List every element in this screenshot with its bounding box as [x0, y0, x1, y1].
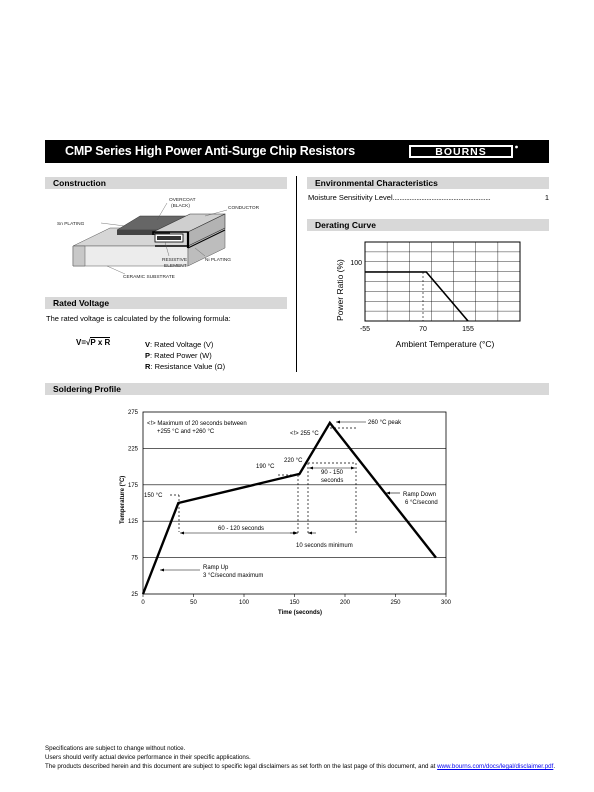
ann-150: 150 °C [144, 493, 163, 499]
ann-255: <!> 255 °C [290, 431, 319, 437]
derating-series-line [365, 272, 468, 321]
ann-max20-b: +255 °C and +260 °C [157, 429, 215, 435]
soldering-ytick: 75 [131, 555, 138, 562]
ann-ramp-down-b: 6 °C/second [405, 500, 438, 506]
legend-p [145, 350, 225, 361]
legend-r-sym: R [145, 362, 151, 371]
formula [76, 338, 110, 347]
label-sn-plating: Sn PLATING [57, 222, 85, 227]
soldering-xtick: 200 [339, 600, 351, 606]
derating-xtick-70: 70 [419, 326, 427, 333]
soldering-frame [143, 412, 446, 594]
footer [45, 744, 555, 771]
legend-v-text: : Rated Voltage (V) [150, 340, 214, 349]
legend-p-text: : Rated Power (W) [150, 351, 212, 360]
rated-voltage-intro: The rated voltage is calculated by the following formula: [46, 314, 231, 323]
soldering-xtick: 250 [390, 600, 401, 606]
disclaimer-link[interactable]: www.bourns.com/docs/legal/disclaimer.pdf [437, 763, 554, 770]
soldering-ytick: 125 [127, 519, 138, 526]
derating-xlabel: Ambient Temperature (°C) [395, 339, 495, 349]
soldering-xtick: 300 [440, 600, 452, 606]
derating-xtick-155: 155 [462, 326, 474, 333]
legend-r-text: : Resistance Value (Ω) [150, 362, 226, 371]
soldering-grid [143, 448, 446, 557]
soldering-ytick: 25 [131, 592, 138, 598]
soldering-ytick: 225 [127, 446, 138, 453]
moisture-value: 1 [544, 193, 549, 202]
footer-line-3-text: The products described herein and this document are subject to specific legal disclaimers as set forth on the last page of this document, and at [45, 763, 438, 770]
ann-ramp-up-a: Ramp Up [203, 565, 229, 571]
bourns-logo [409, 144, 519, 159]
soldering-xtick: 50 [190, 600, 197, 606]
ann-ramp-down-a: Ramp Down [403, 492, 437, 498]
formula-legend [145, 339, 225, 372]
footer-line-1: Specifications are subject to change without notice. [45, 745, 186, 752]
formula-v: V= [76, 338, 87, 347]
legend-r [145, 361, 225, 372]
logo-text: BOURNS [435, 146, 487, 159]
derating-xtick--55: -55 [359, 326, 371, 333]
ann-10s: 10 seconds minimum [296, 543, 353, 549]
moisture-leader: .......................................................... [392, 193, 491, 202]
soldering-ylabel: Temperature (°C) [120, 475, 126, 524]
construction-heading: Construction [45, 177, 287, 189]
legend-v-sym: V [145, 340, 151, 349]
label-resistive: RESISTIVE [162, 258, 188, 263]
soldering-chart [110, 404, 470, 620]
soldering-xtick: 0 [141, 600, 145, 606]
soldering-xlabel: Time (seconds) [278, 610, 322, 616]
moisture-label: Moisture Sensitivity Level [308, 193, 393, 202]
ann-60-120: 60 - 120 seconds [218, 526, 265, 532]
ann-190: 190 °C [256, 464, 275, 470]
formula-body: P x R [90, 338, 111, 347]
column-divider [296, 176, 297, 372]
derating-heading: Derating Curve [307, 219, 549, 231]
ann-max20-a: <!> Maximum of 20 seconds between [147, 421, 247, 427]
label-overcoat: OVERCOAT [169, 198, 196, 203]
footer-line-2: Users should verify actual device performance in their specific applications. [45, 754, 251, 761]
derating-ylabel: Power Ratio (%) [335, 259, 345, 321]
title-bar [45, 140, 549, 163]
soldering-xtick: 100 [238, 600, 250, 606]
legend-v [145, 339, 225, 350]
page-title: CMP Series High Power Anti-Surge Chip Resistors [65, 144, 355, 158]
footer-line-3-end: . [553, 763, 556, 770]
soldering-heading: Soldering Profile [45, 383, 549, 395]
label-conductor: CONDUCTOR [228, 206, 260, 211]
ann-90-150-a: 90 - 150 [321, 470, 344, 476]
soldering-yticks [128, 410, 139, 598]
label-ceramic: CERAMIC SUBSTRATE [123, 275, 175, 280]
rated-voltage-heading: Rated Voltage [45, 297, 287, 309]
derating-chart [330, 236, 530, 354]
footer-line-3 [45, 762, 555, 771]
ann-90-150-b: seconds [321, 478, 344, 484]
derating-ytick-100: 100 [350, 260, 362, 267]
soldering-xtick: 150 [289, 600, 300, 606]
environmental-heading: Environmental Characteristics [307, 177, 549, 189]
legend-p-sym: P [145, 351, 151, 360]
soldering-xticks [141, 594, 451, 606]
ann-220: 220 °C [284, 458, 303, 464]
soldering-ytick: 175 [127, 482, 138, 489]
label-ni-plating: Ni PLATING [205, 258, 232, 263]
soldering-ytick: 275 [127, 410, 138, 416]
ann-ramp-up-b: 3 °C/second maximum [203, 573, 264, 579]
moisture-line [308, 193, 549, 202]
label-resistive-sub: ELEMENT [164, 264, 187, 269]
label-overcoat-sub: (BLACK) [171, 204, 190, 209]
formula-root: √ [86, 338, 91, 347]
derating-grid [365, 242, 520, 321]
ann-peak: 260 °C peak [368, 420, 402, 426]
construction-diagram [45, 190, 295, 290]
